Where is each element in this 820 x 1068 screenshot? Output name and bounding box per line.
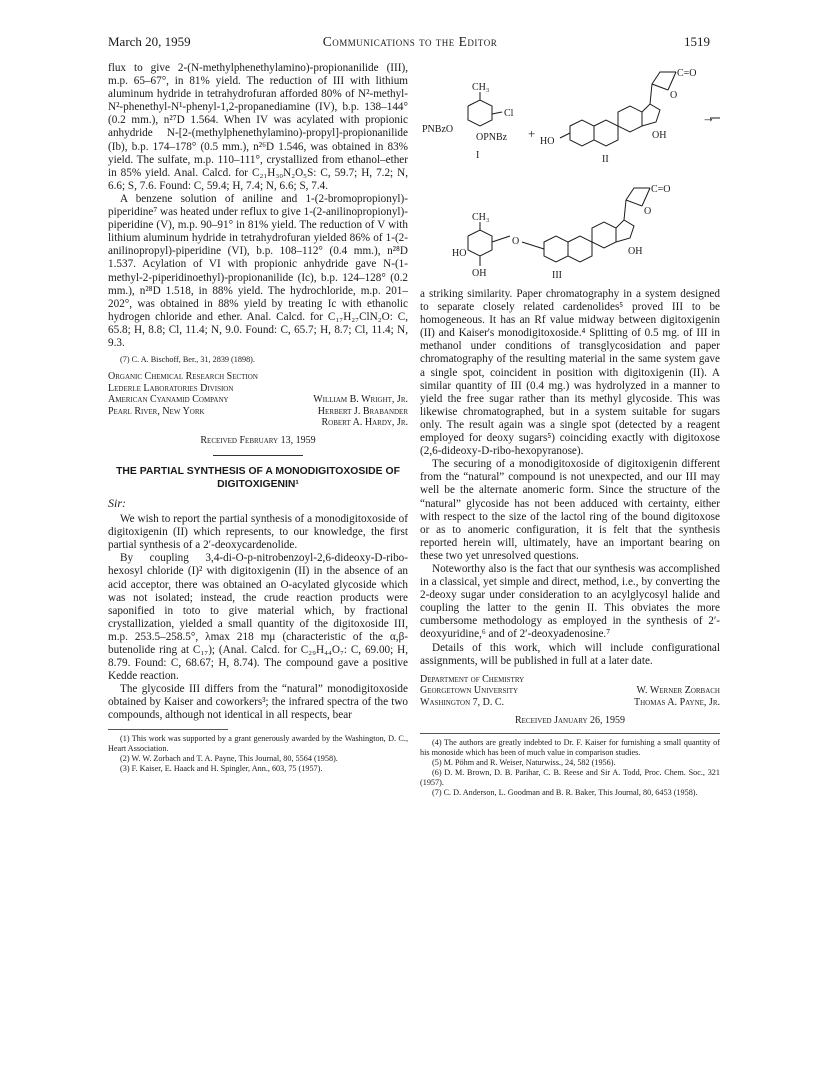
author-block xyxy=(108,371,408,429)
label-c-o: C=O xyxy=(677,68,697,79)
paragraph: A benzene solution of aniline and 1-(2-bromopropionyl)-piperidine⁷ was heated under reflux to give 1-(2-anilinopropionyl)-piperidine (V), m.p. 90–91° in 81% yield. The reduction of V with lithium aluminum hydride in tetrahydrofuran yielded 86% of 1-(2-anilinopropyl)-piperidine (VI), b.p. 108–112° (0.4 mm.), n²⁸D 1.537. Acylation of VI with propionic anhydride gave N-(1-methyl-2-piperidinoethyl)-propionanilide (Ic), b.p. 124–128° (0.2 mm.), n²⁸D 1.518, in 88% yield. The hydrochloride, m.p. 201–202°, was obtained in 88% yield by treating Ic with ethanolic hydrogen chloride and ether. Anal. Calcd. for C₁₇H₂₇ClN₂O: C, 65.8; H, 8.8; Cl, 11.4; N, 9.0. Found: C, 65.7; H, 8.7; Cl, 11.4; N, 9.3. xyxy=(108,192,408,349)
received-date: Received February 13, 1959 xyxy=(200,435,316,447)
header-page-number: 1519 xyxy=(684,34,710,49)
footnote: (3) F. Kaiser, E. Haack and H. Spingler, Ann., 603, 75 (1957). xyxy=(120,763,323,773)
reaction-arrow-icon: → xyxy=(702,110,715,125)
label-cl: Cl xyxy=(504,108,514,119)
label-pnbzo: PNBzO xyxy=(422,124,454,135)
paragraph: flux to give 2-(N-methylphenethylamino)-propionanilide (III), m.p. 65–67°, in 81% yield. The reduction of III with lithium aluminum hydride in tetrahydrofuran afforded 80% of N²-methyl-N²-phenethyl-N¹-phenyl-1,2-propanediamine (IV), b.p. 138–144° (0.2 mm.), n²⁷D 1.564. When IV was acylated with propionic anhydride N-[2-(methylphenethylamino)-propyl]-propionanilide (Ib), b.p. 174–178° (0.5 mm.), n²⁶D 1.546, was obtained in 83% yield. The sulfate, m.p. 110–111°, crystallized from ethanol–ether in 85% yield. Anal. Calcd. for C₂₁H₃₀N₂O₅S: C, 59.7; H, 7.2; N, 6.6; S, 7.6. Found: C, 59.4; H, 7.4; N, 6.6; S, 7.4. xyxy=(108,62,408,192)
label-plus: + xyxy=(528,126,536,141)
paragraph: We wish to report the partial synthesis of a monodigitoxoside of digitoxigenin (II) which represents, to our knowledge, the first partial synthesis of a 2′-deoxycardenolide. xyxy=(108,513,408,552)
footnote: (5) M. Pöhm and R. Weiser, Naturwiss., 24, 582 (1956). xyxy=(432,757,616,767)
label-oh: OH xyxy=(628,246,643,257)
author-name: Robert A. Hardy, Jr. xyxy=(321,417,408,429)
footnote-divider xyxy=(108,729,228,730)
chemical-structures-figure xyxy=(420,60,720,286)
label-lactone-o: O xyxy=(644,206,652,217)
footnote: (7) C. A. Bischoff, Ber., 31, 2839 (1898). xyxy=(120,355,255,365)
affiliation-line: Lederle Laboratories Division xyxy=(108,382,234,394)
received-date: Received January 26, 1959 xyxy=(514,714,626,726)
author-name: William B. Wright, Jr. xyxy=(313,394,408,406)
paragraph: Details of this work, which will include configurational assignments, will be published in full at a later date. xyxy=(420,641,720,667)
label-compound-iii: III xyxy=(552,270,562,281)
author-block xyxy=(420,674,720,709)
paragraph: a striking similarity. Paper chromatography in a system designed to separate closely related cardenolides⁵ proved III to be homogeneous. It has an Rf value midway between digitoxigenin (II) and Kaiser's monodigitoxoside.⁴ Splitting of 0.5 mg. of III in methanol under conditions of transglycosidation and paper chromatography of the resulting material in the same system gave a single spot, coincident in position with digitoxigenin (II). A similar quantity of III (0.4 mg.) was hydrolyzed in a manner to yield the free sugar rather than its methyl glycoside. This was likewise chromatographed, but in a system suitable for sugars only. The result again was a single spot (detected by a reagent employed for deoxy sugars⁵) coinciding exactly with digitoxose (2,6-dideoxy-D-ribo-hexopyranose). xyxy=(420,288,720,458)
author-name: W. Werner Zorbach xyxy=(636,685,720,697)
paragraph: By coupling 3,4-di-O-p-nitrobenzoyl-2,6-dideoxy-D-ribo-hexosyl chloride (I)² with digitoxigenin (II) in the absence of an acid acceptor, there was obtained an O-acylated glycoside which was not isolated; instead, the crude reaction products were saponified in toto to give material which, by fractional crystallization, yielded a small quantity of the digitoxoside III, m.p. 253.5–258.5°, λmax 218 mμ (characteristic of the α,β-butenolide ring at C₁₇); (Anal. Calcd. for C₂₉H₄₄O₇: C, 69.00; H, 8.79. Found: C, 68.67; H, 8.74). The compound gave a positive Kedde reaction. xyxy=(108,552,408,683)
affiliation-line: Georgetown University xyxy=(420,685,519,697)
label-ho: HO xyxy=(452,248,467,259)
label-ho: HO xyxy=(540,136,555,147)
label-oh: OH xyxy=(652,130,667,141)
label-compound-ii: II xyxy=(602,154,609,165)
header-date: March 20, 1959 xyxy=(108,34,191,49)
footnote-divider xyxy=(420,733,720,734)
author-name: Herbert J. Brabander xyxy=(317,405,408,417)
label-glycosidic-o: O xyxy=(512,236,520,247)
footnote: (4) The authors are greatly indebted to Dr. F. Kaiser for furnishing a small quantity of his monoside which has been of much value in comparison studies. xyxy=(420,737,720,757)
author-name: Thomas A. Payne, Jr. xyxy=(634,696,720,708)
label-oh: OH xyxy=(472,268,487,279)
label-ch3: CH₃ xyxy=(472,212,490,223)
paragraph: The securing of a monodigitoxoside of digitoxigenin different from the “natural” compound is not unexpected, and our III may well be the alternate anomeric form. Since the structure of the “natural” glycoside has not been adduced with certainty, either with respect to the size of the lactol ring of the bound digitoxose or as to anomeric configuration, it is felt that the synthesis reported herein will, ultimately, have an important bearing on these two yet unresolved questions. xyxy=(420,458,720,562)
footnote: (7) C. D. Anderson, L. Goodman and B. R. Baker, This Journal, 80, 6453 (1958). xyxy=(432,787,698,797)
label-ch3: CH₃ xyxy=(472,82,490,93)
label-lactone-o: O xyxy=(670,90,678,101)
label-c-o: C=O xyxy=(651,184,671,195)
salutation: Sir: xyxy=(108,495,126,510)
header-section: Communications to the Editor xyxy=(322,34,498,49)
footnote: (1) This work was supported by a grant generously awarded by the Washington, D. C., Heart Association. xyxy=(108,733,408,753)
affiliation-line: Department of Chemistry xyxy=(420,673,525,685)
affiliation-line: Pearl River, New York xyxy=(108,405,205,417)
article-title: THE PARTIAL SYNTHESIS OF A MONODIGITOXOSIDE OF DIGITOXIGENIN¹ xyxy=(116,466,400,490)
right-column xyxy=(420,288,720,798)
label-compound-i: I xyxy=(476,150,480,161)
footnote: (2) W. W. Zorbach and T. A. Payne, This Journal, 80, 5564 (1958). xyxy=(120,753,338,763)
affiliation-line: American Cyanamid Company xyxy=(108,394,229,406)
label-opnbz: OPNBz xyxy=(476,132,508,143)
footnote: (6) D. M. Brown, D. B. Parihar, C. B. Reese and Sir A. Todd, Proc. Chem. Soc., 321 (1957). xyxy=(420,767,720,787)
paragraph: The glycoside III differs from the “natural” monodigitoxoside obtained by Kaiser and coworkers³; the infrared spectra of the two compounds, although not identical in all respects, bear xyxy=(108,683,408,722)
affiliation-line: Washington 7, D. C. xyxy=(420,696,505,708)
affiliation-line: Organic Chemical Research Section xyxy=(108,371,258,383)
left-column xyxy=(108,62,408,774)
paragraph: Noteworthy also is the fact that our synthesis was accomplished in a classical, yet simple and direct, method, i.e., by converting the 2-deoxy sugar under consideration to an acylglycosyl halide and coupling the latter to the genin II. This obviates the more cumbersome methodology as employed in the synthesis of 2′-deoxyuridine,⁶ and of 2′-deoxyadenosine.⁷ xyxy=(420,562,720,641)
structure-bonds xyxy=(468,72,720,266)
divider xyxy=(213,455,303,456)
